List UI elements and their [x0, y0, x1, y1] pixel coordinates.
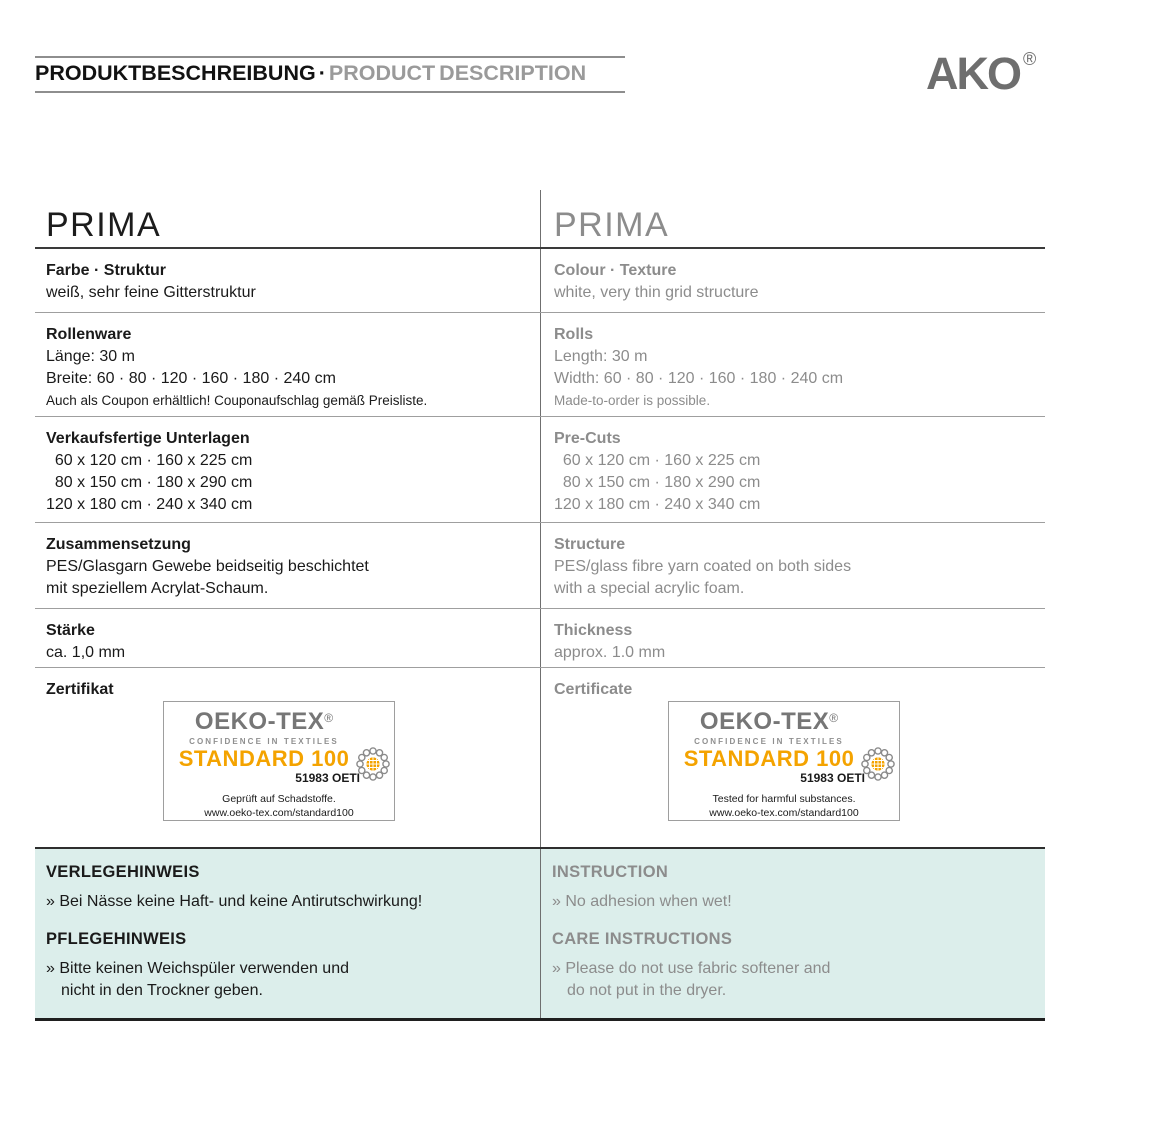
certificate-title-en: Certificate	[554, 681, 633, 698]
precuts-title-de: Verkaufsfertige Unterlagen	[46, 430, 250, 447]
product-name-row	[35, 190, 1045, 249]
certificate-cell-de	[35, 668, 540, 847]
page-title-german: PRODUKTBESCHREIBUNG	[35, 61, 316, 85]
care-notice-heading-en: CARE INSTRUCTIONS	[552, 930, 733, 948]
product-name-de: PRIMA	[46, 206, 162, 244]
thickness-title-en: Thickness	[554, 622, 633, 639]
structure-line2-en: with a special acrylic foam.	[554, 580, 745, 597]
oeko-tex-brand	[669, 710, 899, 734]
oeko-tex-flower-icon	[858, 744, 898, 784]
thickness-title-de: Stärke	[46, 622, 95, 639]
page-title-separator: ·	[318, 61, 326, 85]
section-thickness	[35, 609, 1045, 668]
notice-band	[35, 847, 1045, 1021]
structure-cell-de	[35, 523, 540, 608]
precuts-cell-en	[540, 417, 1045, 522]
certificate-title-de: Zertifikat	[46, 681, 114, 698]
structure-line1-en: PES/glass fibre yarn coated on both sides	[554, 558, 852, 575]
oeko-tex-brand	[164, 710, 394, 734]
care-notice-line2-de: nicht in den Trockner geben.	[61, 982, 263, 999]
installation-notice-heading-de: VERLEGEHINWEIS	[46, 863, 200, 881]
care-notice-heading-de: PFLEGEHINWEIS	[46, 930, 187, 948]
colour-text-de: weiß, sehr feine Gitterstruktur	[46, 284, 256, 301]
thickness-cell-de	[35, 609, 540, 667]
page-title	[35, 61, 586, 86]
header-rule-bottom	[35, 91, 625, 93]
header-rule-top	[35, 56, 625, 58]
oeko-tex-certificate-number: 51983 OETI	[800, 771, 865, 786]
rolls-width-de: Breite: 60 · 80 · 120 · 160 · 180 · 240 cm	[46, 370, 336, 387]
oeko-tex-label-de	[163, 701, 395, 821]
rolls-note-en: Made-to-order is possible.	[554, 393, 711, 408]
precuts-row3-de: 120 x 180 cm · 240 x 340 cm	[46, 496, 253, 513]
oeko-tex-certificate-number: 51983 OETI	[295, 771, 360, 786]
thickness-text-de: ca. 1,0 mm	[46, 644, 126, 661]
rolls-title-en: Rolls	[554, 326, 594, 343]
care-notice-line2-en: do not put in the dryer.	[567, 982, 727, 999]
ako-logo	[926, 48, 1037, 99]
rolls-title-de: Rollenware	[46, 326, 132, 343]
oeko-tex-brand-text: OEKO-TEX	[194, 708, 325, 735]
rolls-cell-en	[540, 313, 1045, 416]
product-name-cell-en	[540, 190, 1045, 247]
rolls-cell-de	[35, 313, 540, 416]
colour-title-en: Colour · Texture	[554, 262, 677, 279]
rolls-length-en: Length: 30 m	[554, 348, 648, 365]
colour-cell-de	[35, 249, 540, 312]
oeko-tex-note-de: Geprüft auf Schadstoffe.	[222, 793, 336, 806]
page-title-english: PRODUCT DESCRIPTION	[328, 61, 587, 85]
oeko-tex-label-en	[668, 701, 900, 821]
section-precuts	[35, 417, 1045, 523]
oeko-tex-registered-icon: ®	[324, 711, 334, 725]
product-name-cell-de	[35, 190, 540, 247]
precuts-row1-en: 60 x 120 cm · 160 x 225 cm	[554, 452, 761, 469]
structure-title-en: Structure	[554, 536, 626, 553]
rolls-length-de: Länge: 30 m	[46, 348, 135, 365]
colour-title-de: Farbe · Struktur	[46, 262, 167, 279]
care-notice-text-de	[46, 958, 528, 1002]
oeko-tex-brand-text: OEKO-TEX	[699, 708, 830, 735]
thickness-text-en: approx. 1.0 mm	[554, 644, 666, 661]
precuts-row3-en: 120 x 180 cm · 240 x 340 cm	[554, 496, 761, 513]
installation-notice-text-de: » Bei Nässe keine Haft- und keine Antirutschwirkung!	[46, 893, 423, 910]
structure-cell-en	[540, 523, 1045, 608]
oeko-tex-tagline: CONFIDENCE IN TEXTILES	[694, 737, 844, 746]
precuts-row1-de: 60 x 120 cm · 160 x 225 cm	[46, 452, 253, 469]
care-notice-line1-en: » Please do not use fabric softener and	[552, 960, 831, 977]
precuts-row2-de: 80 x 150 cm · 180 x 290 cm	[46, 474, 253, 491]
care-notice-line1-de: » Bitte keinen Weichspüler verwenden und	[46, 960, 349, 977]
precuts-title-en: Pre-Cuts	[554, 430, 621, 447]
notice-cell-de	[35, 849, 540, 1018]
care-notice-text-en	[552, 958, 1033, 1002]
oeko-tex-registered-icon: ®	[829, 711, 839, 725]
structure-line1-de: PES/Glasgarn Gewebe beidseitig beschichtet	[46, 558, 369, 575]
oeko-tex-flower-icon	[353, 744, 393, 784]
oeko-tex-url: www.oeko-tex.com/standard100	[204, 807, 354, 820]
oeko-tex-url: www.oeko-tex.com/standard100	[709, 807, 859, 820]
section-certificate	[35, 668, 1045, 847]
section-structure	[35, 523, 1045, 609]
structure-title-de: Zusammensetzung	[46, 536, 191, 553]
thickness-cell-en	[540, 609, 1045, 667]
product-name-en: PRIMA	[554, 206, 670, 244]
precuts-row2-en: 80 x 150 cm · 180 x 290 cm	[554, 474, 761, 491]
ako-logo-text: AKO	[926, 48, 1020, 99]
colour-text-en: white, very thin grid structure	[554, 284, 759, 301]
oeko-tex-standard: STANDARD 100	[178, 746, 350, 771]
notice-cell-en	[540, 849, 1045, 1018]
installation-notice-text-en: » No adhesion when wet!	[552, 893, 732, 910]
registered-trademark-icon: ®	[1023, 49, 1037, 69]
installation-notice-heading-en: INSTRUCTION	[552, 863, 669, 881]
structure-line2-de: mit speziellem Acrylat-Schaum.	[46, 580, 269, 597]
oeko-tex-note-en: Tested for harmful substances.	[712, 793, 856, 806]
section-rolls	[35, 313, 1045, 417]
oeko-tex-standard: STANDARD 100	[683, 746, 855, 771]
colour-cell-en	[540, 249, 1045, 312]
certificate-cell-en	[540, 668, 1045, 847]
rolls-note-de: Auch als Coupon erhältlich! Couponaufschlag gemäß Preisliste.	[46, 393, 428, 408]
rolls-width-en: Width: 60 · 80 · 120 · 160 · 180 · 240 cm	[554, 370, 844, 387]
precuts-cell-de	[35, 417, 540, 522]
spec-sheet	[35, 190, 1045, 1021]
oeko-tex-tagline: CONFIDENCE IN TEXTILES	[189, 737, 339, 746]
section-colour-texture	[35, 249, 1045, 313]
